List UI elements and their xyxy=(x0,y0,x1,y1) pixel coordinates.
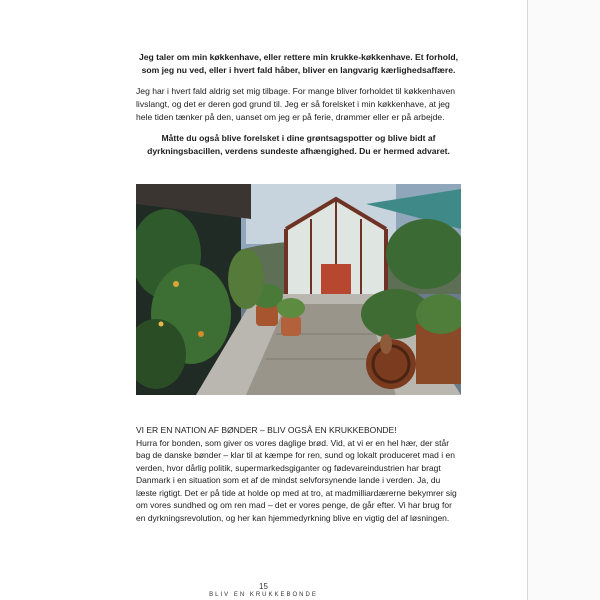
section-heading: VI ER EN NATION AF BØNDER – BLIV OGSÅ EN KRUKKEBONDE! xyxy=(136,425,397,435)
running-title: BLIV EN KRUKKEBONDE xyxy=(209,592,318,598)
page-gutter xyxy=(527,0,600,600)
intro-text xyxy=(136,51,461,166)
section-krukkebonde xyxy=(136,424,461,524)
garden-photo xyxy=(136,184,461,395)
intro-warning: Måtte du også blive forelsket i dine grøntsagspotter og blive bidt af dyrkningsbacillen, verdens sundeste afhængighed. Du er hermed advaret. xyxy=(147,133,450,156)
section-body: Hurra for bonden, som giver os vores daglige brød. Vid, at vi er en hel hær, der står bag de danske bønder – klar til at kæmpe for ren, sund og lokalt produceret mad i en verden, hvor dårlig politik, supermarkedsgiganter og fødevareindustrien har bragt Danmark i en situation som et af de mindst selvforsynende lande i verden. Ja, du læste rigtigt. Det er på tide at holde op med at tro, at madmilliardærerne bekymrer sig om vores sundhed og om ren mad – det er vores penge, de går efter. Vi har brug for en dyrkningsrevolution, og her kan hjemmedyrkning blive en vigtig del af løsningen. xyxy=(136,437,457,523)
intro-body: Jeg har i hvert fald aldrig set mig tilbage. For mange bliver forholdet til køkkenhaven livslangt, og det er deren god grund til. Jeg er så forelsket i min køkkenhave, at jeg hele tiden tænker på den, uanset om jeg er på ferie, drømmer eller er på arbejde. xyxy=(136,86,456,122)
intro-lead: Jeg taler om min køkkenhave, eller rettere min krukke-køkkenhave. Et forhold, som jeg nu ved, eller i hvert fald håber, bliver en langvarig kærlighedsaffære. xyxy=(138,52,459,75)
page-number: 15 xyxy=(259,582,268,591)
